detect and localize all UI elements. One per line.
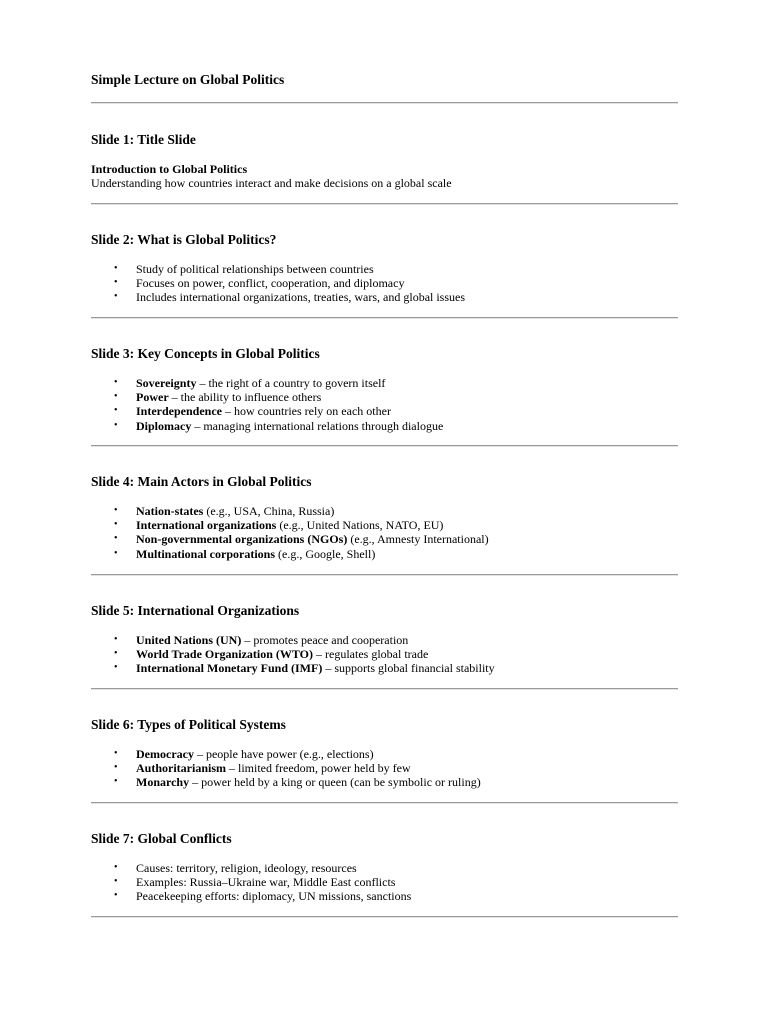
bullet-icon: • [114,519,118,531]
list-item [91,290,678,304]
document-title: Simple Lecture on Global Politics [91,72,285,87]
item-text: Peacekeeping efforts: diplomacy, UN missions, sanctions [136,889,412,904]
divider [91,203,678,205]
list-item [91,875,678,889]
bullet-icon: • [114,505,118,516]
item-term: Nation-states [136,504,204,518]
bullet-list [91,376,678,433]
item-term: International Monetary Fund (IMF) [136,661,323,676]
bullet-icon: • [114,648,118,660]
bullet-icon: • [114,662,118,674]
slide-1-section [91,132,678,190]
bullet-icon: • [114,405,118,417]
slide-4-section [91,474,678,561]
item-text: – the ability to influence others [168,390,322,405]
divider [91,574,678,576]
divider [91,102,678,104]
bullet-icon: • [114,291,118,303]
bullet-icon: • [114,748,118,759]
intro-text: Understanding how countries interact and make decisions on a global scale [91,176,452,190]
list-item [91,647,678,661]
item-text: Examples: Russia–Ukraine war, Middle East conflicts [136,875,396,890]
list-item [91,419,678,433]
divider [91,445,678,447]
item-text: (e.g., Google, Shell) [275,546,376,561]
list-item [91,518,678,532]
list-item [91,390,678,404]
bullet-icon: • [114,776,118,788]
list-item [91,761,678,775]
item-text: – limited freedom, power held by few [226,761,411,776]
list-item [91,747,678,761]
slide-heading: Slide 4: Main Actors in Global Politics [91,474,312,489]
item-term: Interdependence [136,404,222,419]
divider [91,688,678,690]
list-item [91,376,678,390]
item-text: Study of political relationships between countries [136,262,374,276]
item-text: (e.g., Amnesty International) [347,532,489,547]
bullet-list [91,747,678,790]
list-item [91,547,678,561]
item-text: – managing international relations through dialogue [191,418,444,433]
divider [91,317,678,319]
list-item [91,262,678,276]
item-text: Includes international organizations, treaties, wars, and global issues [136,290,466,305]
item-term: Power [136,390,169,405]
bullet-icon: • [114,762,118,774]
slide-3-section [91,346,678,433]
item-text: (e.g., USA, China, Russia) [203,504,335,518]
slide-2-section [91,232,678,305]
item-term: Monarchy [136,775,190,790]
divider [91,802,678,804]
item-term: United Nations (UN) [136,633,242,647]
divider [91,916,678,918]
bullet-icon: • [114,263,118,274]
item-term: Diplomacy [136,418,192,433]
item-text: – regulates global trade [313,647,429,662]
bullet-icon: • [114,547,118,559]
bullet-list [91,633,678,676]
item-term: Sovereignty [136,376,197,390]
slide-7-section [91,831,678,904]
item-term: Democracy [136,747,194,761]
bullet-list [91,861,678,904]
list-item [91,404,678,418]
list-item [91,861,678,875]
intro-title: Introduction to Global Politics [91,162,248,176]
slide-heading: Slide 6: Types of Political Systems [91,717,286,732]
item-term: Authoritarianism [136,761,226,776]
item-text: – the right of a country to govern itself [196,376,386,390]
list-item [91,661,678,675]
slide-5-section [91,603,678,676]
bullet-icon: • [114,377,118,388]
item-text: Focuses on power, conflict, cooperation, and diplomacy [136,276,405,291]
bullet-icon: • [114,890,118,902]
slide-heading: Slide 3: Key Concepts in Global Politics [91,346,320,361]
item-term: World Trade Organization (WTO) [136,647,314,662]
bullet-icon: • [114,277,118,289]
bullet-icon: • [114,634,118,645]
slide-6-section [91,717,678,790]
slide-heading: Slide 7: Global Conflicts [91,831,232,846]
bullet-icon: • [114,876,118,888]
list-item [91,504,678,518]
item-text: – promotes peace and cooperation [241,633,409,647]
slide-heading: Slide 1: Title Slide [91,132,196,147]
list-item [91,775,678,789]
item-text: – how countries rely on each other [222,404,391,419]
item-term: Non-governmental organizations (NGOs) [136,532,348,547]
item-text: – people have power (e.g., elections) [193,747,374,761]
bullet-icon: • [114,419,118,431]
list-item [91,633,678,647]
list-item [91,276,678,290]
list-item [91,532,678,546]
bullet-list [91,262,678,305]
item-text: (e.g., United Nations, NATO, EU) [276,518,444,533]
item-text: – supports global financial stability [322,661,495,676]
bullet-icon: • [114,862,118,873]
list-item [91,889,678,903]
slide-heading: Slide 5: International Organizations [91,603,300,618]
bullet-list [91,504,678,561]
item-term: Multinational corporations [136,546,276,561]
slide-heading: Slide 2: What is Global Politics? [91,232,277,247]
item-text: – power held by a king or queen (can be symbolic or ruling) [189,775,481,790]
bullet-icon: • [114,391,118,403]
bullet-icon: • [114,533,118,545]
item-text: Causes: territory, religion, ideology, resources [136,861,357,875]
item-term: International organizations [136,518,277,533]
